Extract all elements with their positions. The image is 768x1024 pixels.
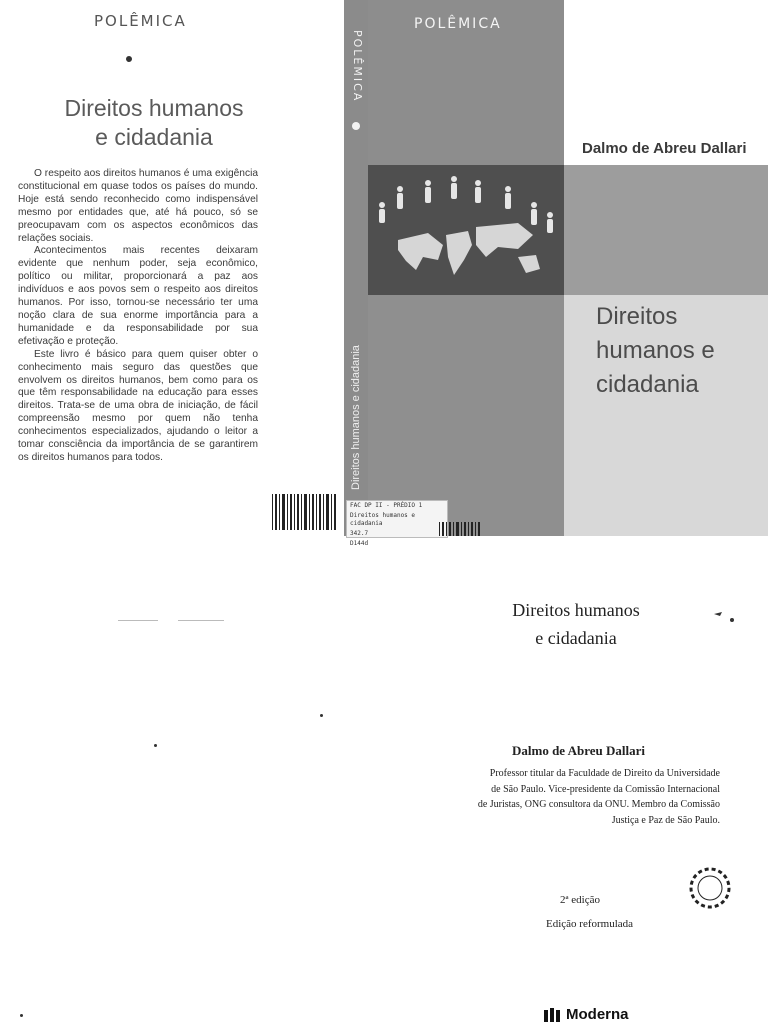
back-cover-title-line2: e cidadania <box>95 124 213 150</box>
blurb-paragraph: O respeito aos direitos humanos é uma exigência constitucional em quase todos os países do mundo. Hoje está sendo reconhecido como indispensável mesmo por entidades que, até há pouco, só se preocupavam com os aspectos econômicos das relações sociais. <box>18 168 258 244</box>
author-bio-line: de Juristas, ONG consultora da ONU. Membro da Comissão <box>477 799 720 810</box>
scan-artifact <box>20 1014 23 1017</box>
front-cover-middle-right-panel <box>564 165 768 295</box>
author-bio-line: Justiça e Paz de São Paulo. <box>611 814 720 826</box>
author-bio-line: Professor titular da Faculdade de Direito da Universidade <box>489 768 720 779</box>
library-barcode <box>438 522 482 536</box>
library-label-line: D144d <box>350 540 369 547</box>
orthographic-agreement-seal <box>688 866 732 910</box>
scan-artifact <box>712 610 738 624</box>
author-bio-line: de São Paulo. Vice-presidente da Comissão Internacional <box>491 783 720 795</box>
spine-logo-dot <box>352 122 360 130</box>
front-cover-author: Dalmo de Abreu Dallari <box>582 140 747 157</box>
publisher-mark-icon <box>544 1008 562 1022</box>
front-cover-title-line3: cidadania <box>596 371 699 398</box>
spine-title-text: Direitos humanos e cidadania <box>350 345 362 490</box>
edition-note: Edição reformulada <box>546 918 634 930</box>
front-cover-title-line1: Direitos <box>596 303 678 330</box>
scan-artifact <box>178 620 224 621</box>
library-label-line: 342.7 <box>350 530 369 537</box>
decorative-dot <box>126 56 132 62</box>
back-cover-series-logo: POLÊMICA <box>94 12 187 30</box>
title-page-title <box>486 596 666 652</box>
scan-artifact <box>154 744 157 747</box>
front-cover-series-logo: POLÊMICA <box>414 16 502 32</box>
library-label-line: Direitos humanos e cidadania <box>350 512 416 527</box>
back-cover-title <box>54 94 254 152</box>
blurb-paragraph: Acontecimentos mais recentes deixaram evidente que nenhum poder, seja econômico, político ou militar, proporcionará a paz aos indivíduos e aos povos sem o respeito aos direitos humanos. Por isso, tornou-se necessário ter uma noção clara de sua enorme importância para a humanidade e da responsabilidade por sua efetivação e proteção. <box>18 245 258 347</box>
title-page-title-line1: Direitos humanos <box>512 600 640 620</box>
title-page-title-line2: e cidadania <box>535 628 617 648</box>
cover-photo <box>368 165 564 295</box>
publisher-logo <box>544 1006 629 1023</box>
front-cover-title <box>596 300 746 402</box>
scan-artifact <box>118 620 158 621</box>
spine-series <box>346 20 366 160</box>
back-cover-title-line1: Direitos humanos <box>64 95 244 121</box>
library-label-line: FAC DP II - PRÉDIO 1 <box>350 502 423 509</box>
back-cover-blurb <box>18 168 258 465</box>
spine-title <box>346 320 366 490</box>
people-on-world-map-illustration <box>368 165 564 295</box>
isbn-barcode <box>270 490 340 534</box>
front-cover-title-line2: humanos e <box>596 337 715 364</box>
author-bio <box>456 766 720 828</box>
library-label <box>346 500 448 547</box>
publisher-name: Moderna <box>566 1006 629 1023</box>
edition: 2ª edição <box>560 894 600 906</box>
title-page-author: Dalmo de Abreu Dallari <box>512 743 646 758</box>
scan-artifact <box>320 714 323 717</box>
spine-series-text: POLÊMICA <box>351 30 364 103</box>
blurb-paragraph: Este livro é básico para quem quiser obter o conhecimento mais seguro das questões que envolvem os direitos humanos, bem como para os que têm responsabilidade na educação para esses direitos. Trata-se de uma obra de iniciação, de fácil compreensão mesmo por quem não tenha conhecimentos especializados, ajudando o leitor a tomar consciência da importância de se garantirem os direitos humanos para todos. <box>18 348 258 463</box>
